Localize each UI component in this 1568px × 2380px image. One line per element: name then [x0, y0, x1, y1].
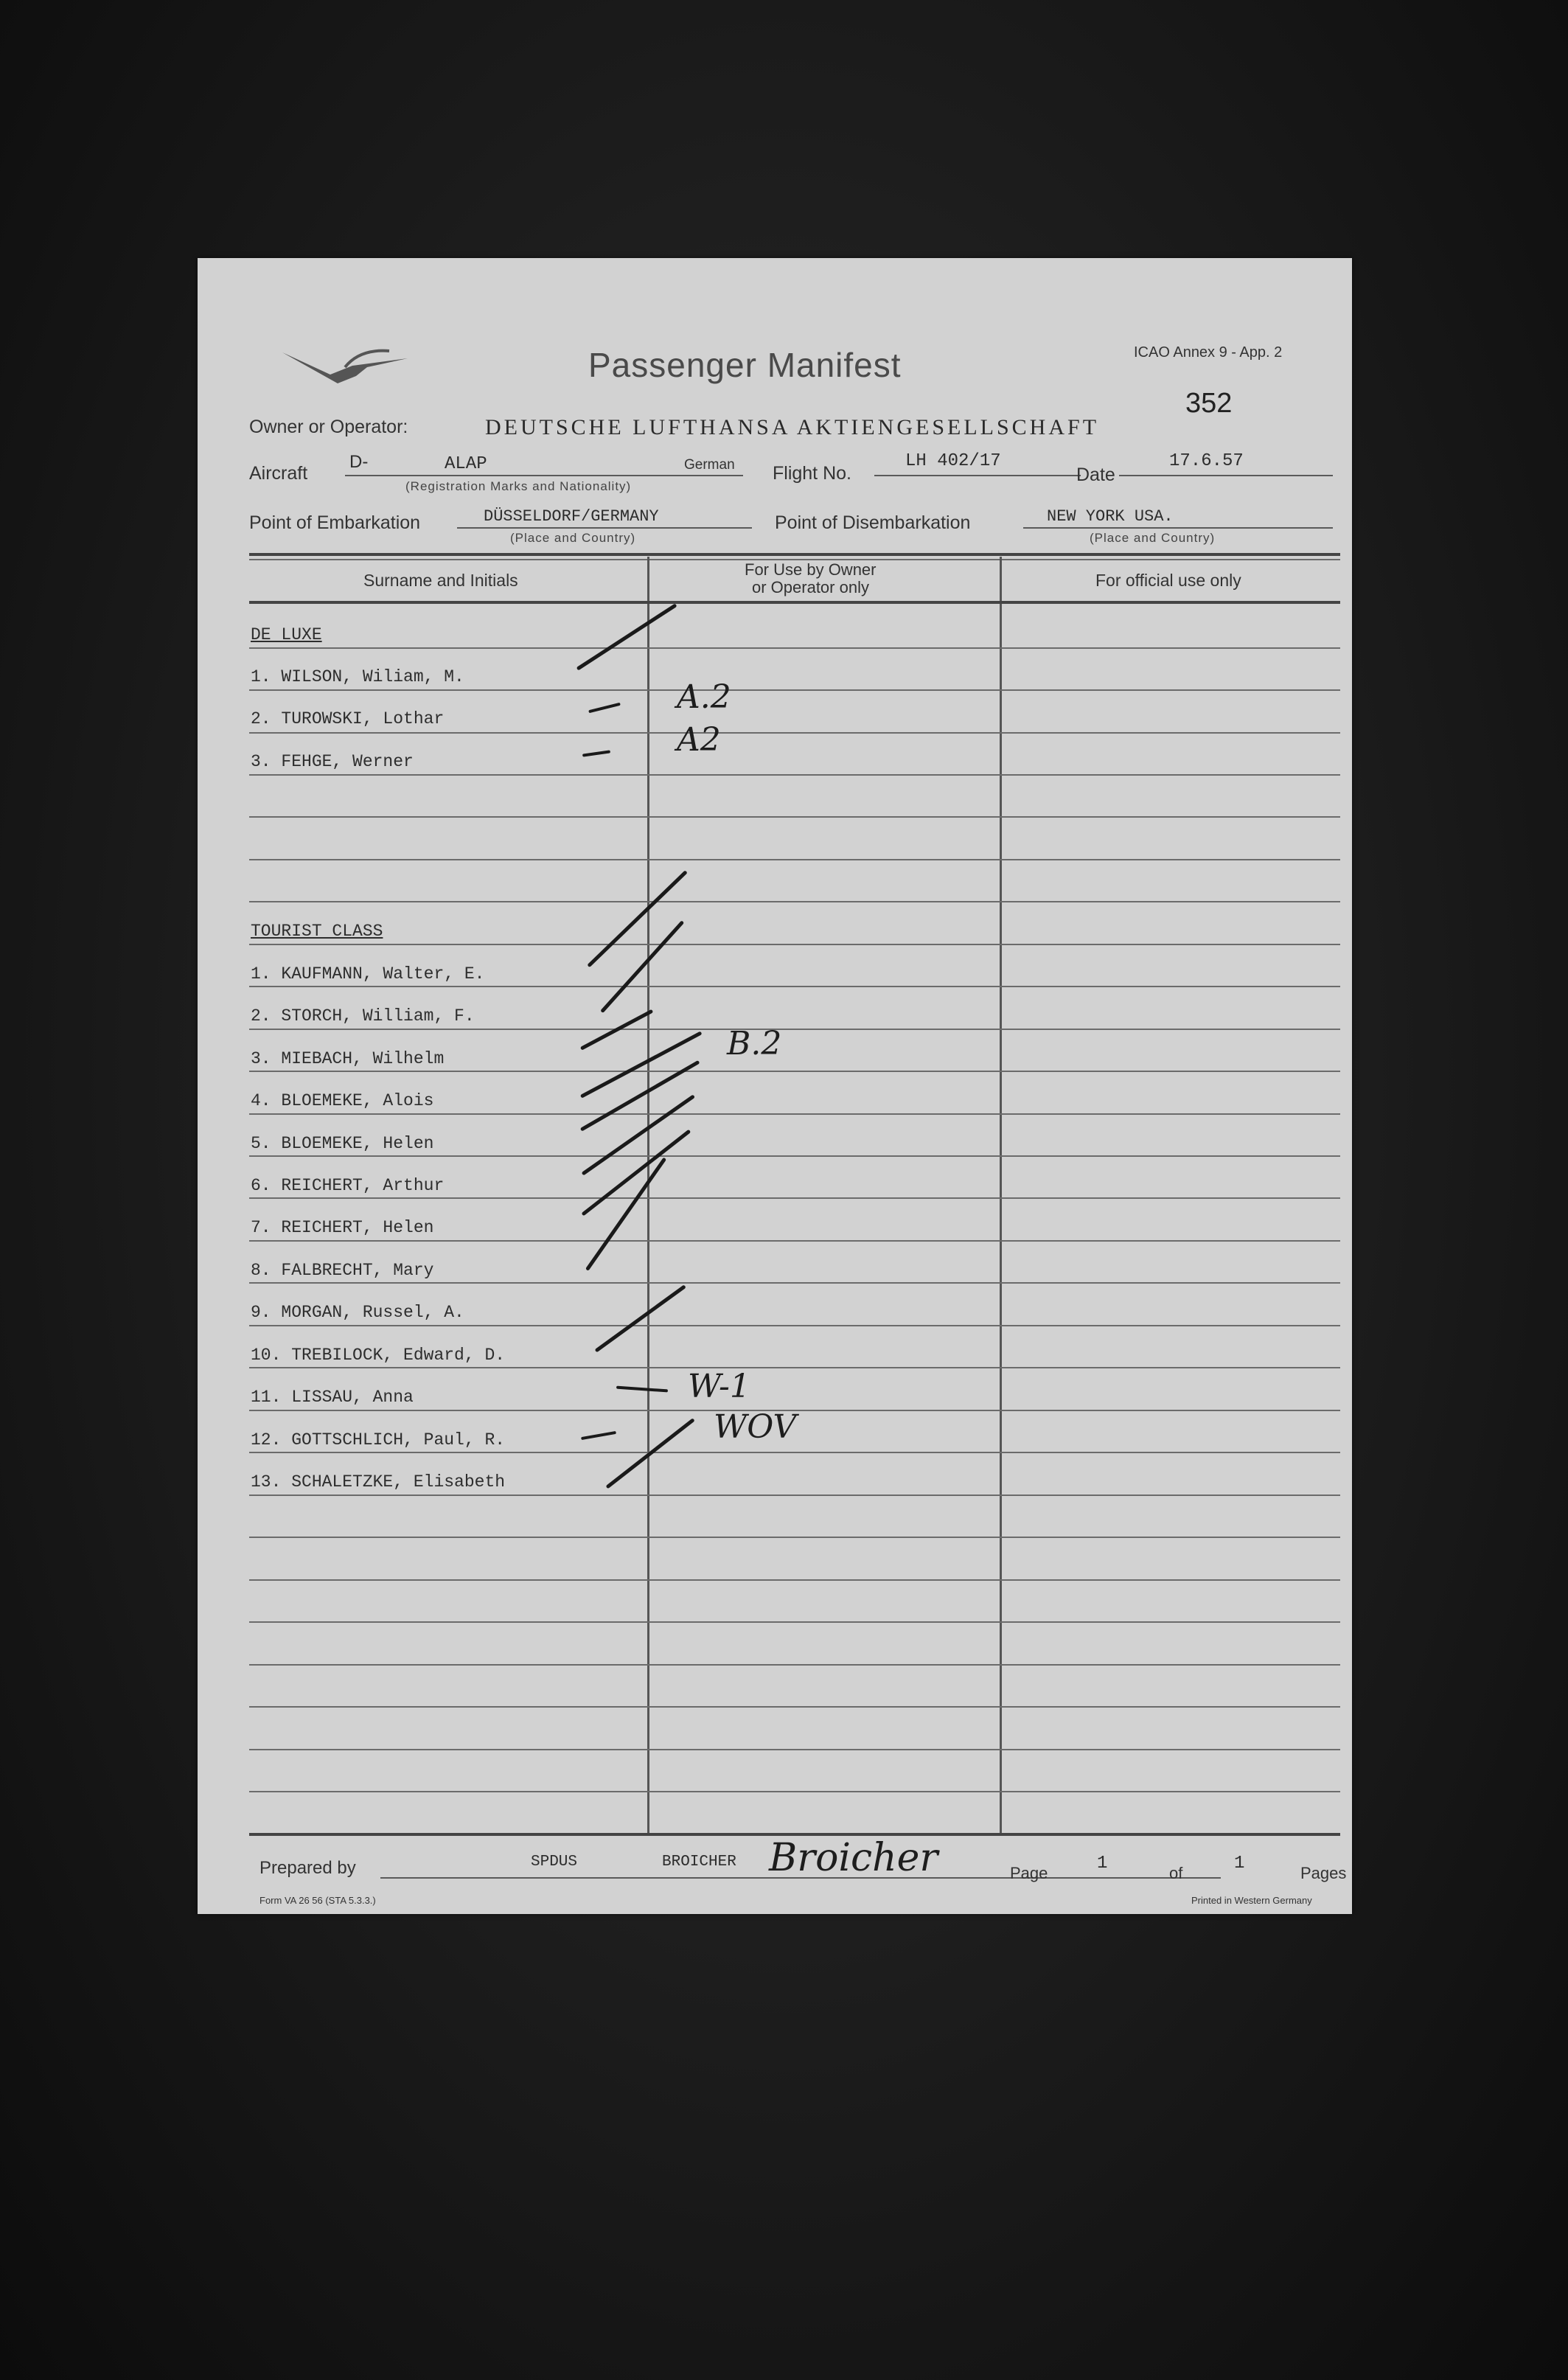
column-header-official: For official use only — [1095, 571, 1241, 590]
passenger-row: 4. BLOEMEKE, Alois — [251, 1091, 434, 1110]
prepared-by-code: SPDUS — [531, 1854, 578, 1871]
passenger-row: 10. TREBILOCK, Edward, D. — [251, 1346, 506, 1365]
passenger-row: 1. WILSON, Wiliam, M. — [251, 667, 464, 686]
passenger-row: 5. BLOEMEKE, Helen — [251, 1134, 434, 1153]
pages-label: Pages — [1300, 1864, 1347, 1882]
printed-in: Printed in Western Germany — [1191, 1895, 1312, 1906]
passenger-row: 12. GOTTSCHLICH, Paul, R. — [251, 1430, 506, 1450]
embarkation-label: Point of Embarkation — [249, 512, 421, 533]
of-label: of — [1169, 1864, 1183, 1882]
embarkation-underline — [457, 527, 752, 529]
section-heading-deluxe: DE LUXE — [251, 625, 322, 644]
aircraft-label: Aircraft — [249, 463, 308, 484]
aircraft-nationality: German — [684, 457, 735, 473]
aircraft-underline — [345, 475, 743, 476]
passenger-row: 7. REICHERT, Helen — [251, 1218, 434, 1237]
passenger-row: 1. KAUFMANN, Walter, E. — [251, 964, 485, 984]
embarkation-caption: (Place and Country) — [510, 531, 636, 545]
handwritten-code-tourist-12: WOV — [714, 1408, 797, 1446]
column-divider-2 — [1000, 557, 1002, 1836]
date-value: 17.6.57 — [1169, 451, 1244, 471]
aircraft-registration: ALAP — [445, 454, 487, 474]
handwritten-code-deluxe-2: A.2 — [677, 678, 731, 716]
form-reference: Form VA 26 56 (STA 5.3.3.) — [259, 1895, 376, 1906]
passenger-row: 9. MORGAN, Russel, A. — [251, 1303, 464, 1322]
column-header-surname: Surname and Initials — [363, 571, 518, 590]
owner-label: Owner or Operator: — [249, 417, 408, 437]
passenger-row: 8. FALBRECHT, Mary — [251, 1261, 434, 1280]
section-heading-tourist: TOURIST CLASS — [251, 922, 383, 941]
page-label: Page — [1010, 1864, 1048, 1882]
flight-number: LH 402/17 — [905, 451, 1001, 471]
disembarkation-label: Point of Disembarkation — [775, 512, 971, 533]
embarkation-value: DÜSSELDORF/GERMANY — [484, 507, 659, 526]
aircraft-caption: (Registration Marks and Nationality) — [405, 479, 632, 493]
page-total: 1 — [1234, 1854, 1245, 1873]
passenger-row: 6. REICHERT, Arthur — [251, 1176, 445, 1195]
crane-logo-icon — [279, 345, 411, 389]
passenger-row: 3. MIEBACH, Wilhelm — [251, 1049, 445, 1068]
header-rule-bottom — [249, 601, 1340, 604]
date-underline — [1119, 475, 1333, 476]
flight-underline — [874, 475, 1081, 476]
prepared-by-name: BROICHER — [662, 1854, 736, 1871]
date-label: Date — [1076, 464, 1115, 485]
disembarkation-caption: (Place and Country) — [1090, 531, 1216, 545]
owner-value: DEUTSCHE LUFTHANSA AKTIENGESELLSCHAFT — [485, 415, 1100, 439]
column-header-owner-1: For Use by Owner — [745, 560, 877, 579]
handwritten-code-tourist-11: W-1 — [688, 1368, 750, 1405]
document-number: 352 — [1185, 388, 1233, 419]
page-number: 1 — [1097, 1854, 1108, 1873]
page-title: Passenger Manifest — [588, 346, 902, 384]
aircraft-prefix: D- — [349, 452, 369, 472]
header-rule-top — [249, 553, 1340, 556]
passenger-row: 2. STORCH, William, F. — [251, 1006, 475, 1026]
signature: Broicher — [769, 1836, 938, 1880]
handwritten-code-deluxe-3: A2 — [677, 721, 721, 759]
disembarkation-underline — [1023, 527, 1333, 529]
prepared-by-label: Prepared by — [259, 1858, 356, 1878]
passenger-row: 2. TUROWSKI, Lothar — [251, 709, 445, 728]
column-divider-1 — [647, 557, 649, 1836]
passenger-row: 11. LISSAU, Anna — [251, 1388, 414, 1407]
column-header-owner-2: or Operator only — [752, 578, 869, 596]
handwritten-code-tourist-3: B.2 — [727, 1025, 782, 1062]
manifest-sheet — [198, 258, 1352, 1914]
passenger-row: 3. FEHGE, Werner — [251, 752, 414, 771]
icao-reference: ICAO Annex 9 - App. 2 — [1134, 344, 1283, 361]
flight-label: Flight No. — [773, 463, 851, 484]
passenger-row: 13. SCHALETZKE, Elisabeth — [251, 1472, 506, 1492]
disembarkation-value: NEW YORK USA. — [1047, 507, 1174, 526]
